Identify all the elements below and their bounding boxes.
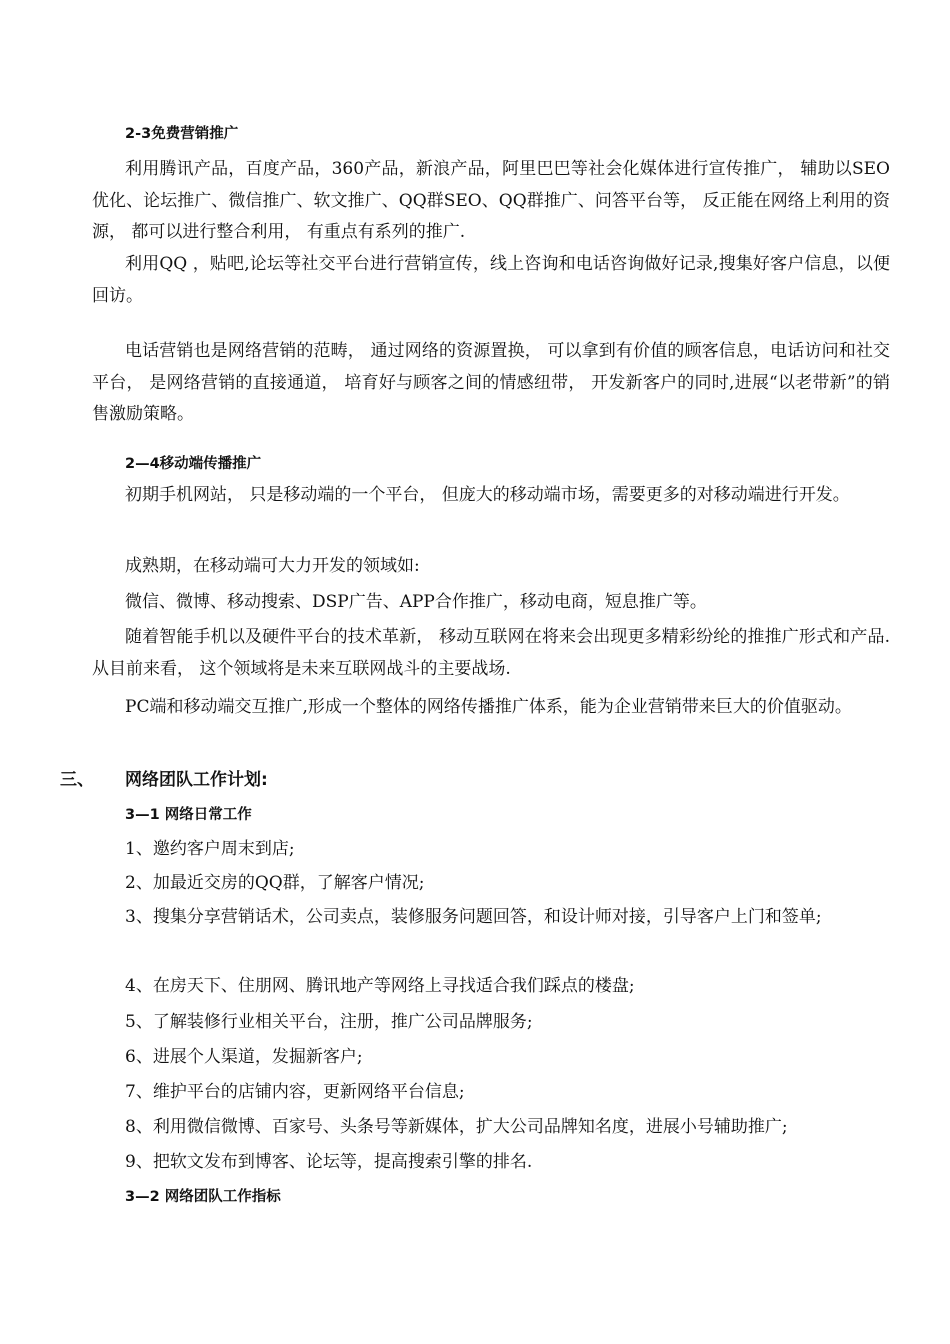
list-item: 6、进展个人渠道，发掘新客户; [125,1047,363,1067]
heading-3-1: 3—1 网络日常工作 [125,807,252,823]
list-item: 2、加最近交房的QQ群，了解客户情况; [125,873,425,893]
section-3-title: 网络团队工作计划: [125,770,268,790]
list-item: 1、邀约客户周末到店; [125,839,295,859]
heading-2-4: 2—4移动端传播推广 [125,456,262,472]
paragraph-2-4-3: 微信、微博、移动搜索、DSP广告、APP合作推广，移动电商，短息推广等。 [125,592,707,612]
paragraph-2-3-1: 利用腾讯产品，百度产品，360产品，新浪产品，阿里巴巴等社会化媒体进行宣传推广， 辅助以SEO优化、论坛推广、微信推广、软文推广、QQ群SEO、QQ群推广、问答平台等， 反正能在网络上利用的资源， 都可以进行整合利用， 有重点有系列的推广. [92,159,890,242]
list-item: 9、把软文发布到博客、论坛等，提高搜索引擎的排名. [125,1152,533,1172]
paragraph-2-4-4: 随着智能手机以及硬件平台的技术革新， 移动互联网在将来会出现更多精彩纷纶的推推广形式和产品.从目前来看， 这个领域将是未来互联网战斗的主要战场. [92,627,890,679]
section-3-number: 三、 [60,770,94,790]
paragraph-2-4-2: 成熟期，在移动端可大力开发的领域如: [125,556,420,576]
list-item: 3、搜集分享营销话术，公司卖点，装修服务问题回答，和设计师对接，引导客户上门和签单; [125,907,822,927]
paragraph-2-4-1: 初期手机网站， 只是移动端的一个平台， 但庞大的移动端市场，需要更多的对移动端进行开发。 [125,485,850,505]
paragraph-2-3-3: 电话营销也是网络营销的范畴， 通过网络的资源置换， 可以拿到有价值的顾客信息，电话访问和社交平台， 是网络营销的直接通道， 培育好与顾客之间的情感纽带， 开发新客户的同时,进展“以老带新”的销售激励策略。 [92,341,890,424]
heading-3-2: 3—2 网络团队工作指标 [125,1189,281,1205]
list-item: 4、在房天下、住朋网、腾讯地产等网络上寻找适合我们踩点的楼盘; [125,976,635,996]
list-item: 5、了解装修行业相关平台，注册，推广公司品牌服务; [125,1012,533,1032]
paragraph-2-3-2: 利用QQ ，贴吧,论坛等社交平台进行营销宣传，线上咨询和电话咨询做好记录,搜集好客户信息，以便回访。 [92,254,890,306]
list-item: 8、利用微信微博、百家号、头条号等新媒体，扩大公司品牌知名度，进展小号辅助推广; [125,1117,788,1137]
heading-2-3: 2-3免费营销推广 [125,126,239,142]
list-item: 7、维护平台的店铺内容，更新网络平台信息; [125,1082,465,1102]
paragraph-2-4-5: PC端和移动端交互推广,形成一个整体的网络传播推广体系，能为企业营销带来巨大的价值驱动。 [125,697,852,717]
